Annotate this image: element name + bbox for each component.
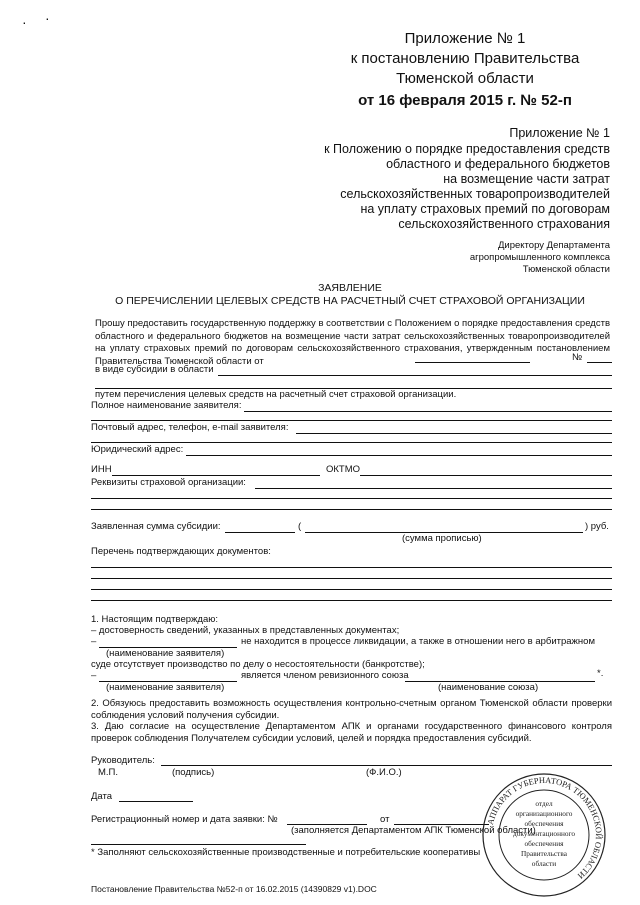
full-name-field-2[interactable] (91, 420, 612, 421)
insurer-details-field[interactable] (255, 488, 612, 489)
date-field[interactable] (119, 801, 193, 802)
stamp-line: обеспечения (524, 819, 564, 828)
addressee-line: Тюменской области (522, 264, 610, 275)
filled-by-caption: (заполняется Департаментом АПК Тюменской области) (291, 825, 536, 836)
addressee-line: агропромышленного комплекса (469, 252, 610, 263)
insurer-details-field-2[interactable] (91, 498, 612, 499)
postal-field-2[interactable] (91, 442, 612, 443)
docs-list-field[interactable] (91, 600, 612, 601)
resolution-date-field[interactable] (415, 362, 530, 363)
fio-caption: (Ф.И.О.) (366, 767, 402, 778)
number-sign: № (572, 352, 583, 363)
stamp-place-label: М.П. (98, 767, 119, 778)
appendix-line: сельскохозяйственного страхования (398, 217, 610, 231)
confirm-consent: 3. Даю согласие на осуществление Департаментом АПК и органами государственного финансового контроля проверок соблюдения Получателем субсидии условий, целей и порядка предоставления субсидий. (91, 721, 612, 744)
header-date-number: от 16 февраля 2015 г. № 52-п (358, 92, 572, 109)
header-appendix: Приложение № 1 (404, 30, 526, 47)
appendix-line: сельскохозяйственных товаропроизводителей (340, 187, 610, 201)
stamp-line: документационного (512, 829, 576, 838)
appendix-line: на уплату страховых премий по договорам (360, 202, 610, 216)
confirm-heading: 1. Настоящим подтверждаю: (91, 614, 218, 625)
stamp-line: Правительства (521, 849, 567, 858)
header-region: Тюменской области (396, 70, 534, 87)
confirm-dash: – (91, 636, 97, 647)
confirm-liquidation: не находится в процессе ликвидации, а также в отношении него в арбитражном (241, 636, 595, 647)
confirm-obligation: 2. Обязуюсь предоставить возможность осуществления контрольно-счетным органом Тюменской области проверки соблюдения условий получения субсидии. (91, 698, 612, 721)
amount-open-paren: ( (298, 521, 302, 532)
transfer-text: путем перечисления целевых средств на расчетный счет страховой организации. (95, 389, 457, 400)
resolution-number-field[interactable] (587, 362, 612, 363)
confirm-reliability: – достоверность сведений, указанных в представленных документах; (91, 625, 400, 636)
scan-mark: · (45, 10, 50, 26)
full-name-field[interactable] (244, 411, 612, 412)
union-name-caption: (наименование союза) (438, 682, 539, 693)
appendix-line: к Положению о порядке предоставления средств (324, 142, 610, 156)
scan-mark: · (22, 14, 27, 30)
docs-list-label: Перечень подтверждающих документов: (91, 546, 271, 557)
confirm-bankruptcy: суде отсутствует производство по делу о несостоятельности (банкротстве); (91, 659, 425, 670)
stamp-line: обеспечения (524, 839, 564, 848)
footnote: * Заполняют сельскохозяйственные производственные и потребительские кооперативы (91, 847, 481, 858)
appendix-title: Приложение № 1 (509, 126, 610, 140)
legal-address-field[interactable] (186, 455, 612, 456)
docs-list-field[interactable] (91, 589, 612, 590)
docs-list-field[interactable] (91, 567, 612, 568)
addressee-line: Директору Департамента (497, 240, 610, 251)
head-label: Руководитель: (91, 755, 155, 766)
appendix-line: областного и федерального бюджетов (386, 157, 610, 171)
postal-label: Почтовый адрес, телефон, e-mail заявителя: (91, 422, 289, 433)
footer-doc-name: Постановление Правительства №52-п от 16.02.2015 (14390829 v1).DOC (91, 884, 377, 894)
confirm-union: является членом ревизионного союза (241, 670, 409, 681)
subsidy-type-label: в виде субсидии в области (95, 364, 214, 375)
date-label: Дата (91, 791, 113, 802)
postal-field[interactable] (296, 433, 612, 434)
subsidy-type-field[interactable] (218, 375, 612, 376)
stamp-ring-text: АППАРАТ ГУБЕРНАТОРА ТЮМЕНСКОЙ ОБЛАСТИ (485, 774, 605, 882)
inn-field[interactable] (112, 475, 320, 476)
request-paragraph: Прошу предоставить государственную поддержку в соответствии с Положением о порядке предоставления средств областного и федерального бюджетов на возмещение части затрат сельскохозяйственных товаропроизводителей на уплату страховых премий по договорам сельскохозяйственного страхования, утвержденным постановлением Правительства Тюменской области от (95, 318, 610, 367)
amount-field[interactable] (225, 532, 295, 533)
amount-words-caption: (сумма прописью) (402, 533, 482, 544)
stamp-line: организационного (515, 809, 573, 818)
applicant-name-caption: (наименование заявителя) (106, 648, 225, 659)
head-signature-field[interactable] (161, 765, 612, 766)
insurer-details-label: Реквизиты страховой организации: (91, 477, 246, 488)
official-stamp (481, 772, 607, 898)
confirm-asterisk: *. (597, 668, 604, 679)
applicant-name-caption: (наименование заявителя) (106, 682, 225, 693)
signature-caption: (подпись) (172, 767, 215, 778)
document-subtitle: О ПЕРЕЧИСЛЕНИИ ЦЕЛЕВЫХ СРЕДСТВ НА РАСЧЕТНЫЙ СЧЕТ СТРАХОВОЙ ОРГАНИЗАЦИИ (115, 295, 585, 307)
docs-list-field[interactable] (91, 578, 612, 579)
stamp-line: отдел (535, 799, 553, 808)
amount-rub: ) руб. (585, 521, 609, 532)
header-resolution: к постановлению Правительства (350, 50, 580, 67)
stamp-line: области (531, 859, 557, 868)
reg-number-label: Регистрационный номер и дата заявки: № (91, 814, 278, 825)
inn-label: ИНН (91, 464, 112, 475)
document-title: ЗАЯВЛЕНИЕ (318, 282, 382, 294)
full-name-label: Полное наименование заявителя: (91, 400, 242, 411)
insurer-details-field-3[interactable] (91, 509, 612, 510)
appendix-line: на возмещение части затрат (443, 172, 610, 186)
amount-label: Заявленная сумма субсидии: (91, 521, 221, 532)
oktmo-label: ОКТМО (326, 464, 361, 475)
reg-from-label: от (380, 814, 390, 825)
footnote-rule (91, 844, 306, 845)
confirm-dash: – (91, 670, 97, 681)
legal-address-label: Юридический адрес: (91, 444, 184, 455)
oktmo-field[interactable] (360, 475, 612, 476)
